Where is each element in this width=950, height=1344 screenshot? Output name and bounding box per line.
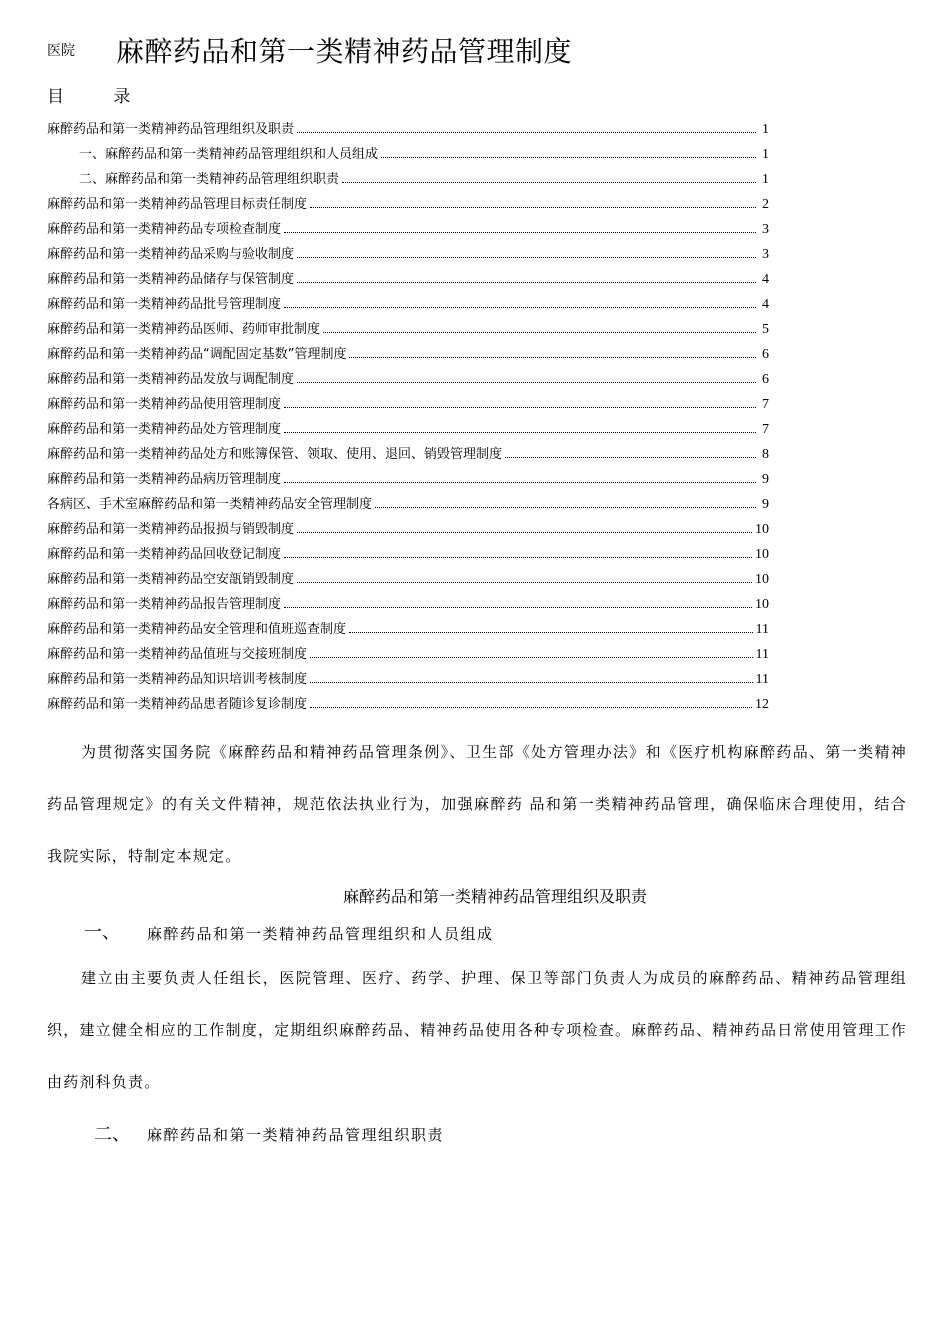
toc-entry-page: 11 (755, 647, 769, 662)
subsection-1-number: 一、 (84, 922, 120, 943)
toc-leader-dots (297, 132, 756, 133)
toc-entry-page: 10 (755, 522, 769, 537)
toc-entry-page: 5 (762, 322, 769, 337)
toc-entry[interactable] (47, 362, 769, 387)
toc-entry[interactable] (47, 162, 769, 187)
toc-entry-label: 麻醉药品和第一类精神药品储存与保管制度 (47, 272, 295, 287)
toc-leader-dots (284, 232, 756, 233)
toc-entry-label: 麻醉药品和第一类精神药品专项检查制度 (47, 222, 282, 237)
toc-entry[interactable] (47, 562, 769, 587)
toc-entry-label: 麻醉药品和第一类精神药品知识培训考核制度 (47, 672, 308, 687)
toc-entry-page: 6 (762, 347, 769, 362)
toc-entry-label: 麻醉药品和第一类精神药品采购与验收制度 (47, 247, 295, 262)
toc-entry-label: 二、麻醉药品和第一类精神药品管理组织职责 (79, 172, 340, 187)
toc-entry-page: 3 (762, 222, 769, 237)
toc-leader-dots (284, 482, 756, 483)
toc-entry[interactable] (47, 637, 769, 662)
toc-entry-page: 9 (762, 472, 769, 487)
toc-entry-label: 麻醉药品和第一类精神药品“调配固定基数”管理制度 (47, 347, 347, 362)
toc-leader-dots (310, 207, 756, 208)
toc-entry[interactable] (47, 687, 769, 712)
toc-leader-dots (310, 682, 753, 683)
toc-entry[interactable] (47, 287, 769, 312)
toc-entry-page: 7 (762, 397, 769, 412)
toc-entry-page: 7 (762, 422, 769, 437)
toc-entry[interactable] (47, 612, 769, 637)
toc-leader-dots (284, 432, 756, 433)
toc-entry[interactable] (47, 337, 769, 362)
toc-entry-label: 一、麻醉药品和第一类精神药品管理组织和人员组成 (79, 147, 379, 162)
toc-entry-label: 麻醉药品和第一类精神药品病历管理制度 (47, 472, 282, 487)
toc-entry-page: 6 (762, 372, 769, 387)
intro-paragraph: 为贯彻落实国务院《麻醉药品和精神药品管理条例》、卫生部《处方管理办法》和《医疗机构麻醉药品、第一类精神药品管理规定》的有关文件精神，规范依法执业行为，加强麻醉药 品和第一类精神药品管理，确保临床合理使用，结合我院实际，特制定本规定。 (47, 743, 907, 865)
toc-entry-label: 麻醉药品和第一类精神药品值班与交接班制度 (47, 647, 308, 662)
toc-leader-dots (349, 357, 756, 358)
toc-entry-label: 麻醉药品和第一类精神药品处方管理制度 (47, 422, 282, 437)
toc-entry[interactable] (47, 487, 769, 512)
toc-entry-label: 麻醉药品和第一类精神药品使用管理制度 (47, 397, 282, 412)
toc-entry-label: 麻醉药品和第一类精神药品医师、药师审批制度 (47, 322, 321, 337)
toc-entry[interactable] (47, 387, 769, 412)
table-of-contents (47, 112, 769, 712)
toc-entry-page: 12 (755, 697, 769, 712)
toc-entry-page: 3 (762, 247, 769, 262)
toc-entry-page: 4 (762, 272, 769, 287)
toc-entry-label: 麻醉药品和第一类精神药品空安瓿销毁制度 (47, 572, 295, 587)
toc-entry-page: 8 (762, 447, 769, 462)
toc-leader-dots (297, 257, 756, 258)
document-title: 麻醉药品和第一类精神药品管理制度 (116, 35, 573, 68)
toc-entry-page: 10 (755, 597, 769, 612)
toc-heading: 目 录 (47, 87, 153, 107)
toc-entry-label: 麻醉药品和第一类精神药品安全管理和值班巡查制度 (47, 622, 347, 637)
toc-entry-label: 麻醉药品和第一类精神药品处方和账簿保管、领取、使用、退回、销毁管理制度 (47, 447, 503, 462)
toc-leader-dots (297, 282, 756, 283)
toc-entry-page: 2 (762, 197, 769, 212)
toc-leader-dots (297, 532, 752, 533)
toc-entry-label: 麻醉药品和第一类精神药品报告管理制度 (47, 597, 282, 612)
section-title: 麻醉药品和第一类精神药品管理组织及职责 (342, 887, 647, 906)
toc-entry-label: 麻醉药品和第一类精神药品管理组织及职责 (47, 122, 295, 137)
toc-entry-label: 麻醉药品和第一类精神药品发放与调配制度 (47, 372, 295, 387)
toc-entry[interactable] (47, 512, 769, 537)
toc-entry[interactable] (47, 187, 769, 212)
toc-entry[interactable] (47, 587, 769, 612)
toc-entry[interactable] (47, 462, 769, 487)
toc-leader-dots (349, 632, 753, 633)
toc-entry-label: 麻醉药品和第一类精神药品管理目标责任制度 (47, 197, 308, 212)
toc-entry[interactable] (47, 312, 769, 337)
subsection-2-heading: 麻醉药品和第一类精神药品管理组织职责 (147, 1126, 445, 1144)
toc-entry-page: 1 (762, 122, 769, 137)
toc-entry-page: 11 (755, 622, 769, 637)
toc-entry[interactable] (47, 212, 769, 237)
toc-entry-page: 11 (755, 672, 769, 687)
toc-leader-dots (310, 707, 752, 708)
toc-entry[interactable] (47, 437, 769, 462)
toc-leader-dots (284, 607, 752, 608)
subsection-1-heading: 麻醉药品和第一类精神药品管理组织和人员组成 (147, 925, 494, 943)
toc-entry[interactable] (47, 262, 769, 287)
toc-leader-dots (284, 307, 756, 308)
subsection-1-paragraph: 建立由主要负责人任组长，医院管理、医疗、药学、护理、保卫等部门负责人为成员的麻醉药品、精神药品管理组织，建立健全相应的工作制度，定期组织麻醉药品、精神药品使用各种专项检查。麻醉药品、精神药品日常使用管理工作由药剂科负责。 (47, 969, 907, 1091)
toc-leader-dots (297, 382, 756, 383)
toc-entry-label: 麻醉药品和第一类精神药品患者随诊复诊制度 (47, 697, 308, 712)
toc-entry[interactable] (47, 412, 769, 437)
hospital-label: 医院 (47, 43, 75, 59)
toc-leader-dots (297, 582, 752, 583)
toc-entry[interactable] (47, 237, 769, 262)
subsection-2-number: 二、 (94, 1124, 130, 1145)
toc-leader-dots (381, 157, 756, 158)
toc-entry[interactable] (47, 137, 769, 162)
toc-entry-label: 麻醉药品和第一类精神药品批号管理制度 (47, 297, 282, 312)
toc-entry-label: 各病区、手术室麻醉药品和第一类精神药品安全管理制度 (47, 497, 373, 512)
toc-entry-page: 10 (755, 572, 769, 587)
toc-leader-dots (342, 182, 756, 183)
toc-entry-page: 9 (762, 497, 769, 512)
toc-leader-dots (284, 557, 752, 558)
toc-leader-dots (505, 457, 756, 458)
toc-entry-page: 1 (762, 147, 769, 162)
toc-leader-dots (323, 332, 756, 333)
toc-leader-dots (284, 407, 756, 408)
toc-leader-dots (310, 657, 753, 658)
toc-entry-page: 10 (755, 547, 769, 562)
toc-entry[interactable] (47, 662, 769, 687)
toc-entry-label: 麻醉药品和第一类精神药品报损与销毁制度 (47, 522, 295, 537)
toc-entry-label: 麻醉药品和第一类精神药品回收登记制度 (47, 547, 282, 562)
toc-leader-dots (375, 507, 756, 508)
toc-entry[interactable] (47, 537, 769, 562)
toc-entry-page: 1 (762, 172, 769, 187)
toc-entry-page: 4 (762, 297, 769, 312)
toc-entry[interactable] (47, 112, 769, 137)
